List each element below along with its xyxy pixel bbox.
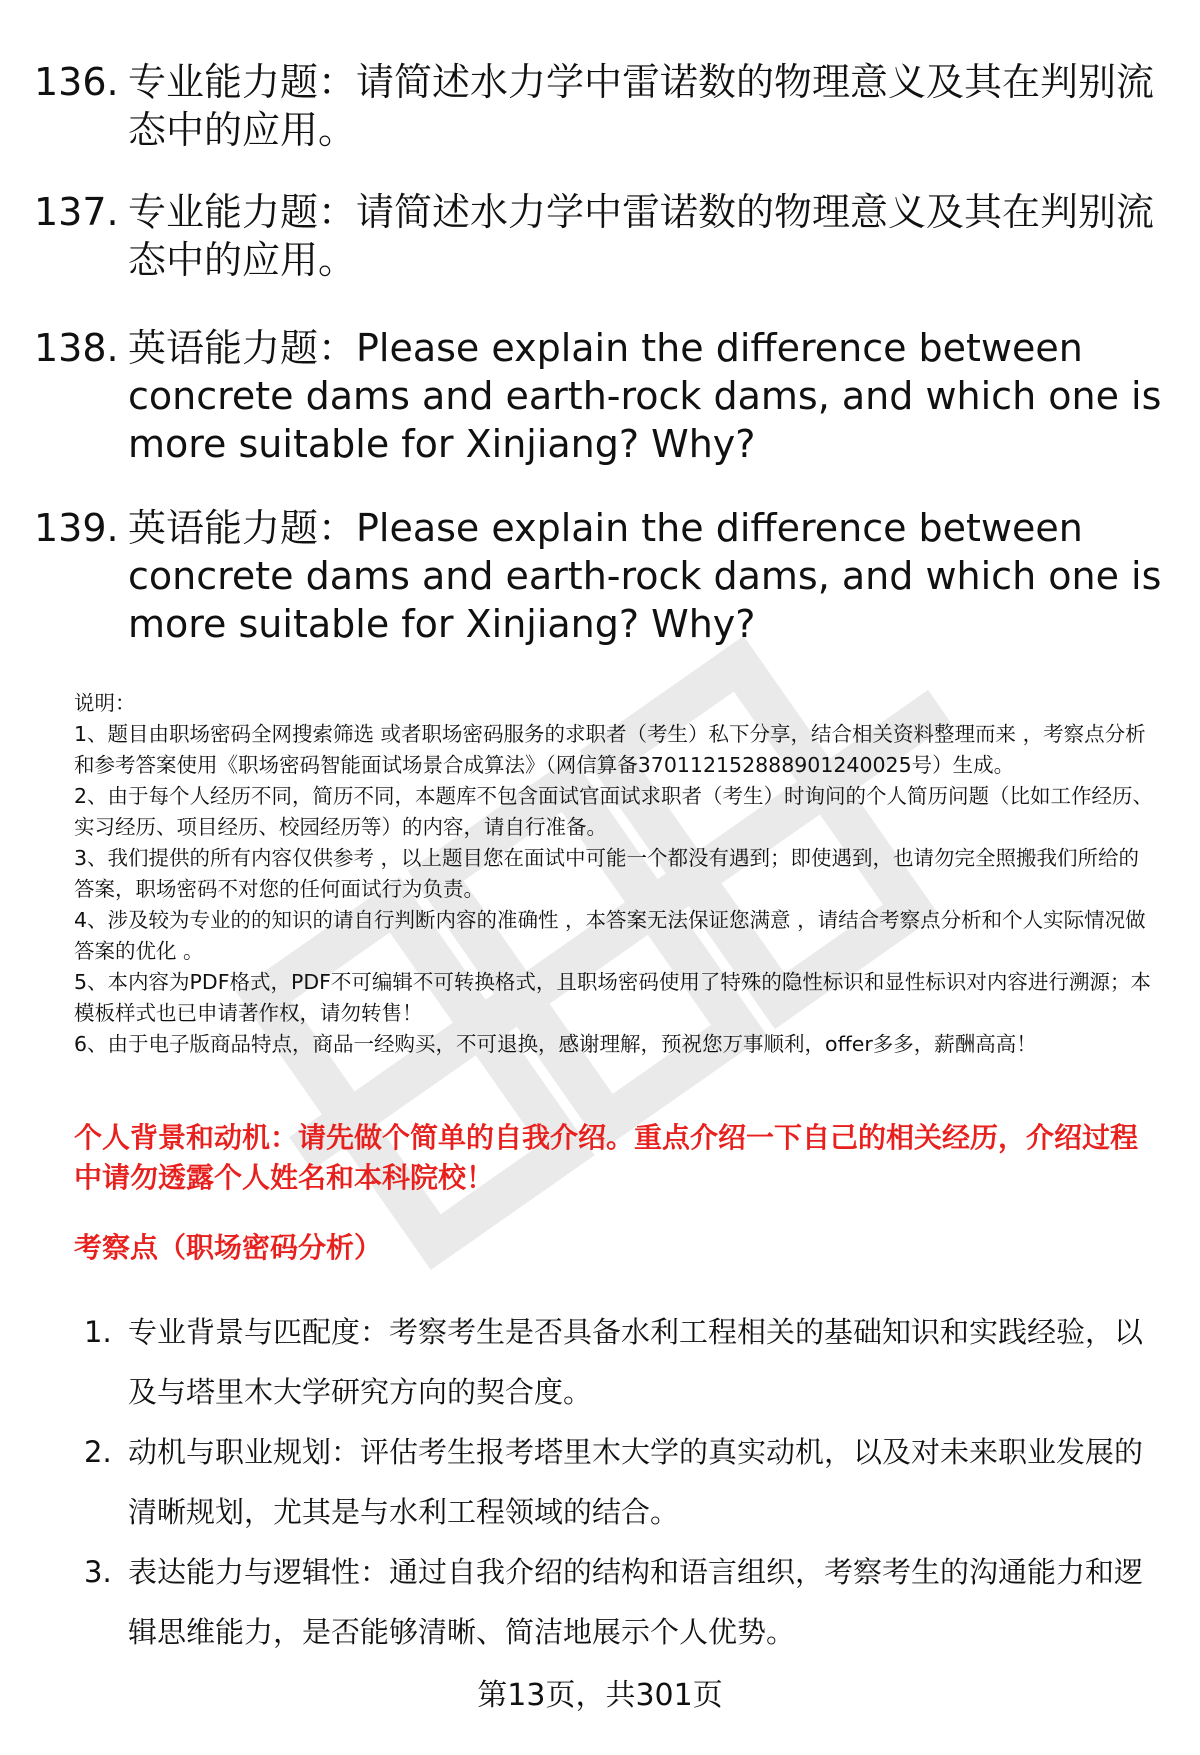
note-item: 1、题目由职场密码全网搜索筛选 或者职场密码服务的求职者（考生）私下分享，结合相关资料整理而来 ，考察点分析和参考答案使用《职场密码智能面试场景合成算法》（网信算备370112152888901240025号）生成。 xyxy=(74,722,1146,777)
point-number: 3. xyxy=(84,1555,112,1589)
notes-title: 说明： xyxy=(74,691,136,715)
note-item: 4、涉及较为专业的的知识的请自行判断内容的准确性 ，本答案无法保证您满意 ，请结合考察点分析和个人实际情况做答案的优化 。 xyxy=(74,908,1146,963)
page-footer: 第13页，共301页 xyxy=(477,1678,723,1713)
point-number: 2. xyxy=(84,1435,112,1469)
point-text: 动机与职业规划：评估考生报考塔里木大学的真实动机，以及对未来职业发展的清晰规划，尤其是与水利工程领域的结合。 xyxy=(128,1435,1144,1529)
analysis-points-list xyxy=(84,1302,1164,1662)
question-text: 专业能力题：请简述水力学中雷诺数的物理意义及其在判别流态中的应用。 xyxy=(128,60,1155,152)
question-text: 专业能力题：请简述水力学中雷诺数的物理意义及其在判别流态中的应用。 xyxy=(128,190,1155,282)
analysis-point xyxy=(84,1302,1164,1422)
notes-section xyxy=(74,688,1154,1060)
question-number: 137. xyxy=(34,190,119,234)
question-text: 英语能力题：Please explain the difference between concrete dams and earth-rock dams, and which one is more suitable for Xinjiang? Why? xyxy=(128,506,1162,646)
point-text: 专业背景与匹配度：考察考生是否具备水利工程相关的基础知识和实践经验，以及与塔里木大学研究方向的契合度。 xyxy=(128,1315,1144,1409)
question-item xyxy=(34,324,1164,468)
question-item xyxy=(34,58,1164,154)
note-item: 6、由于电子版商品特点，商品一经购买，不可退换，感谢理解，预祝您万事顺利，offer多多，薪酬高高！ xyxy=(74,1032,1037,1056)
question-number: 136. xyxy=(34,60,119,104)
note-item: 2、由于每个人经历不同，简历不同，本题库不包含面试官面试求职者（考生）时询问的个人简历问题（比如工作经历、实习经历、项目经历、校园经历等）的内容，请自行准备。 xyxy=(74,784,1154,839)
analysis-title: 考察点（职场密码分析） xyxy=(74,1231,383,1264)
analysis-point xyxy=(84,1542,1164,1662)
section-title: 个人背景和动机：请先做个简单的自我介绍。重点介绍一下自己的相关经历，介绍过程中请勿透露个人姓名和本科院校！ xyxy=(74,1121,1139,1194)
analysis-point xyxy=(84,1422,1164,1542)
question-item xyxy=(34,188,1164,284)
point-text: 表达能力与逻辑性：通过自我介绍的结构和语言组织，考察考生的沟通能力和逻辑思维能力，是否能够清晰、简洁地展示个人优势。 xyxy=(128,1555,1144,1649)
note-item: 3、我们提供的所有内容仅供参考 ，以上题目您在面试中可能一个都没有遇到；即使遇到，也请勿完全照搬我们所给的答案，职场密码不对您的任何面试行为负责。 xyxy=(74,846,1140,901)
question-number: 138. xyxy=(34,326,119,370)
question-item xyxy=(34,504,1164,648)
note-item: 5、本内容为PDF格式，PDF不可编辑不可转换格式，且职场密码使用了特殊的隐性标识和显性标识对内容进行溯源；本模板样式也已申请著作权，请勿转售！ xyxy=(74,970,1151,1025)
question-number: 139. xyxy=(34,506,119,550)
point-number: 1. xyxy=(84,1315,112,1349)
question-text: 英语能力题：Please explain the difference between concrete dams and earth-rock dams, and which one is more suitable for Xinjiang? Why? xyxy=(128,326,1162,466)
